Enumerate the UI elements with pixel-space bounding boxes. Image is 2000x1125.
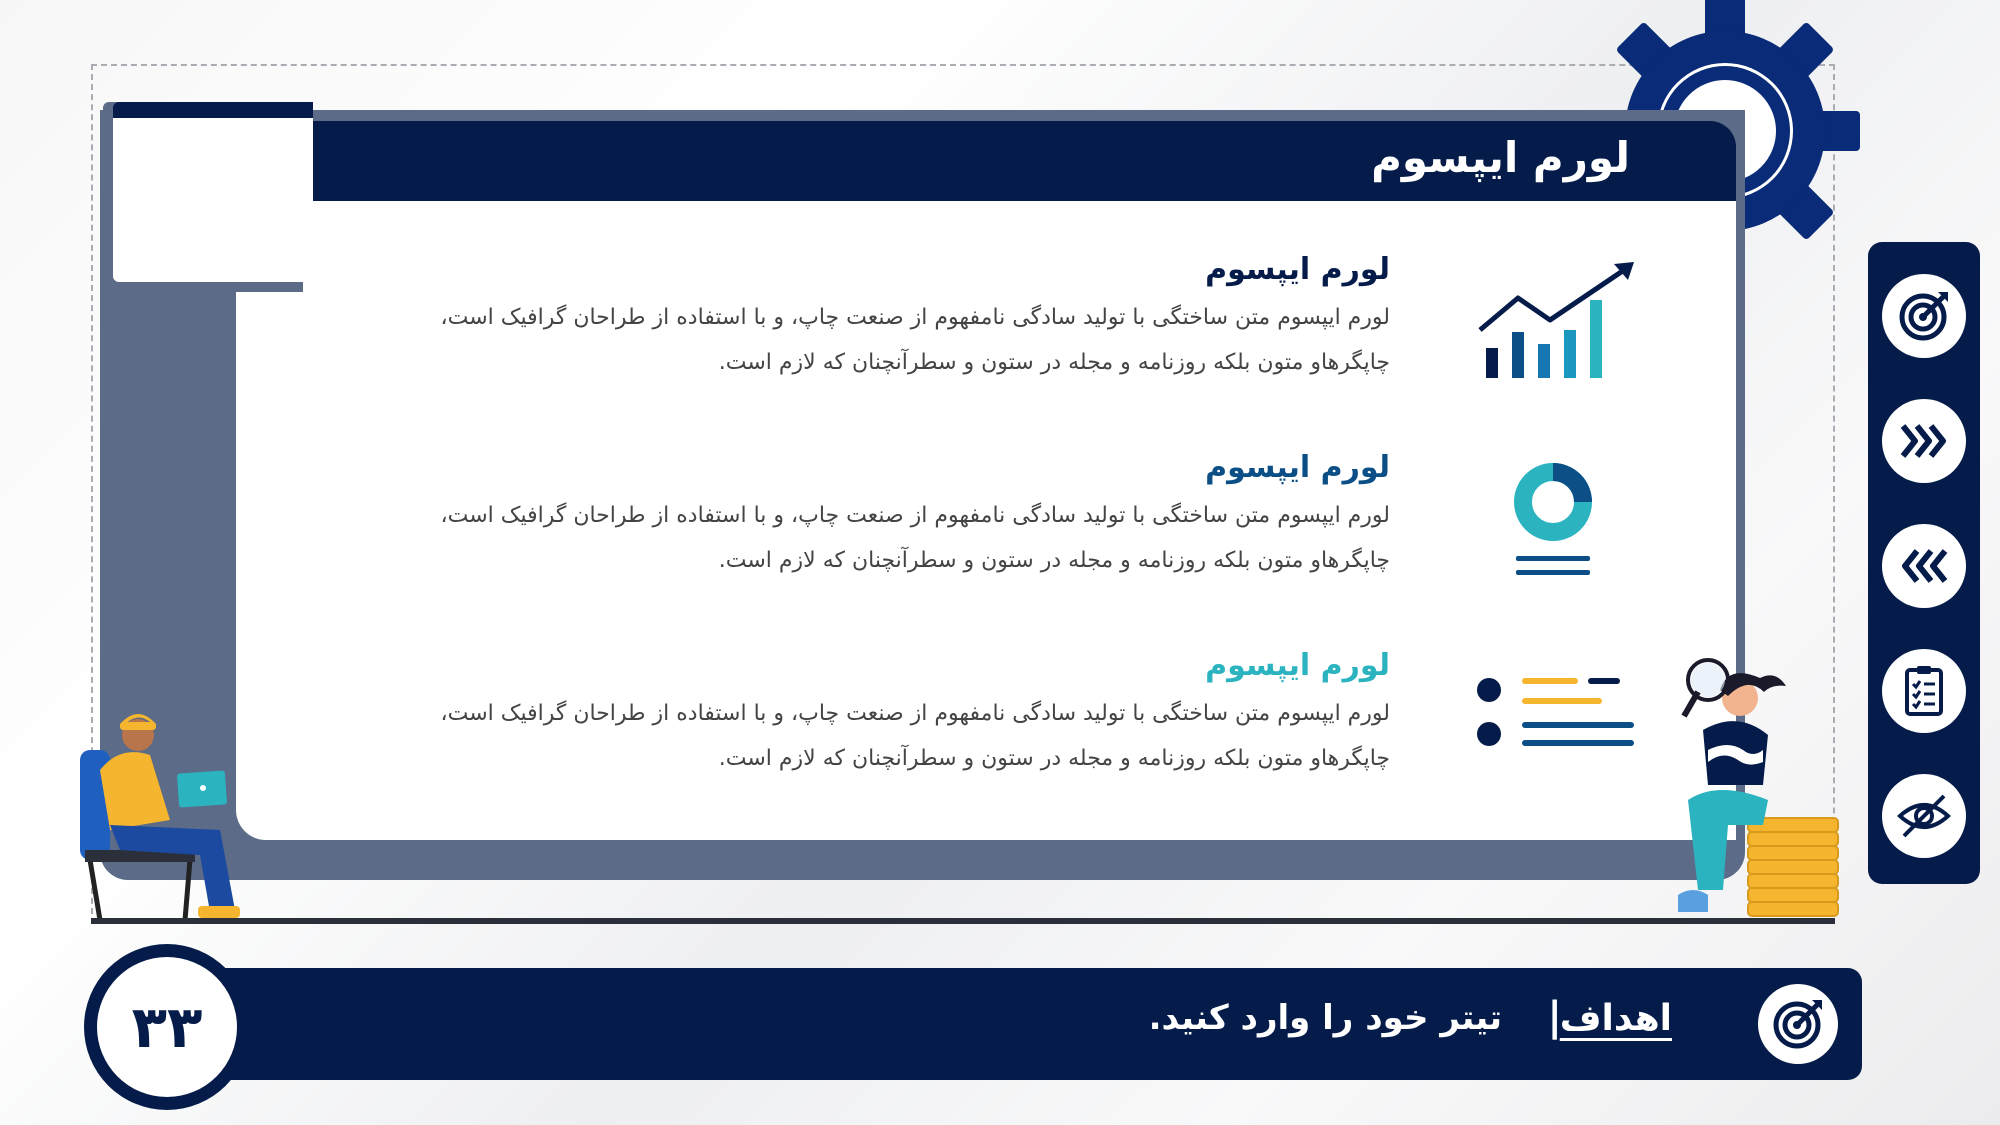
content-section-3 [390,648,1390,781]
man-with-laptop-illustration [70,700,270,925]
section-title: لورم ایپسوم [1205,450,1390,485]
chevrons-right-icon [1897,414,1951,468]
section-text-line: لورم ایپسوم متن ساختگی با تولید سادگی نامفهوم از صنعت چاپ، و با استفاده از طراحان گرافیک است، [440,503,1390,528]
section-text-line: چاپگرهاو متون بلکه روزنامه و مجله در ستون و سطرآنچنان که لازم است. [718,350,1390,375]
footer-target-badge [1758,984,1838,1064]
side-nav-target-button[interactable] [1882,274,1966,358]
section-text-line: چاپگرهاو متون بلکه روزنامه و مجله در ستون و سطرآنچنان که لازم است. [718,548,1390,573]
donut-chart-icon [1508,460,1598,586]
footer-bar [190,968,1862,1080]
footer-separator: | [1547,994,1562,1040]
frame-baseline [91,918,1835,924]
footer-title: اهداف [1559,998,1672,1039]
footer-subtitle: تیتر خود را وارد کنید. [1148,998,1502,1038]
side-nav-panel [1868,242,1980,884]
target-icon [1770,996,1826,1052]
page-number-badge [84,944,250,1110]
side-nav-next-button[interactable] [1882,399,1966,483]
eye-off-icon [1896,788,1952,844]
content-section-1 [390,252,1390,385]
page-title: لورم ایپسوم [1371,133,1630,182]
side-nav-checklist-button[interactable] [1882,649,1966,733]
woman-with-magnifier-illustration [1668,650,1843,925]
bullet-list-icon [1472,670,1642,750]
side-nav-hide-button[interactable] [1882,774,1966,858]
section-title: لورم ایپسوم [1205,648,1390,683]
checklist-icon [1899,664,1949,718]
section-text-line: لورم ایپسوم متن ساختگی با تولید سادگی نامفهوم از صنعت چاپ، و با استفاده از طراحان گرافیک است، [440,701,1390,726]
page-number: ۳۳ [97,957,237,1097]
bar-chart-growth-icon [1470,258,1640,383]
content-section-2 [390,450,1390,583]
section-text-line: لورم ایپسوم متن ساختگی با تولید سادگی نامفهوم از صنعت چاپ، و با استفاده از طراحان گرافیک است، [440,305,1390,330]
section-text-line: چاپگرهاو متون بلکه روزنامه و مجله در ستون و سطرآنچنان که لازم است. [718,746,1390,771]
chevrons-left-icon [1897,539,1951,593]
target-icon [1896,288,1952,344]
header-bar [312,121,1736,201]
tab-window [113,102,313,282]
side-nav-previous-button[interactable] [1882,524,1966,608]
section-title: لورم ایپسوم [1205,252,1390,287]
